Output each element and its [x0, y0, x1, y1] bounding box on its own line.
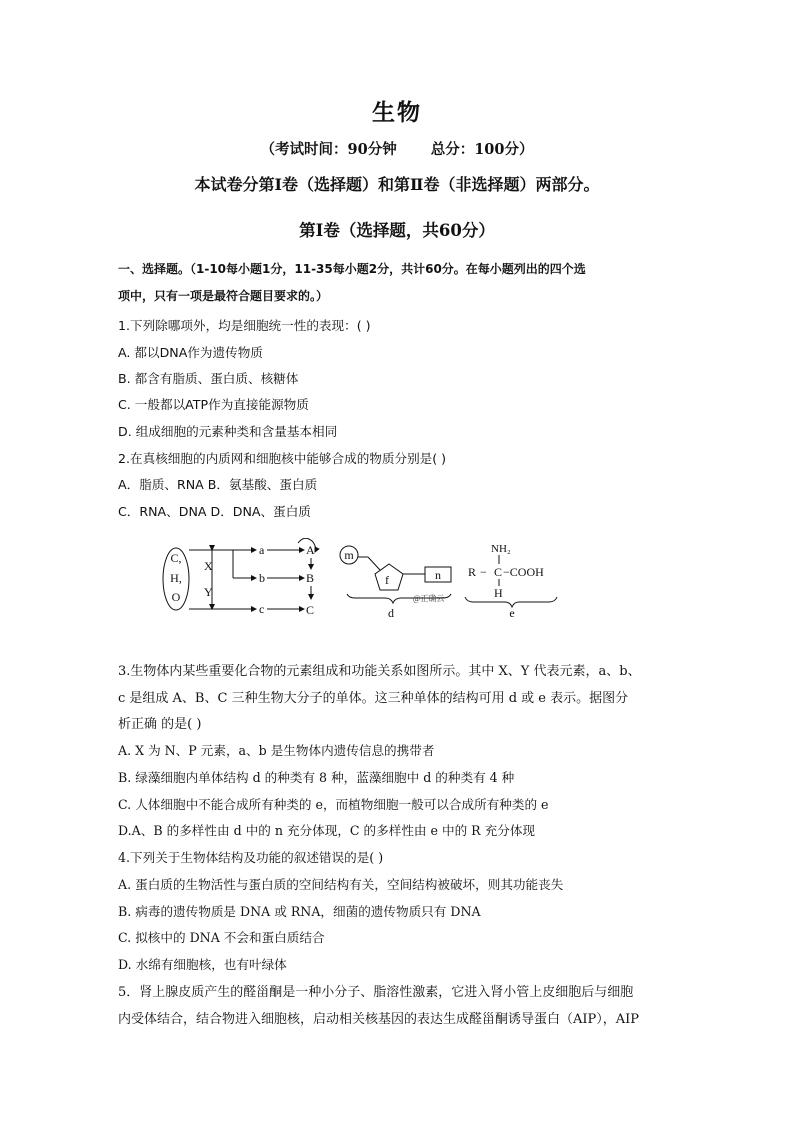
compound-diagram [155, 538, 565, 620]
q1-option-d: D. 组成细胞的元素种类和含量基本相同 [118, 424, 338, 439]
q4-option-c: C. 拟核中的 DNA 不会和蛋白质结合 [118, 930, 325, 945]
h-label: H [494, 586, 503, 600]
q3-option-a: A. X 为 N、P 元素，a、b 是生物体内遗传信息的携带者 [118, 743, 435, 758]
q2-options-cd: C．RNA、DNA D．DNA、蛋白质 [118, 504, 311, 519]
q2-options-ab: A．脂质、RNA B．氨基酸、蛋白质 [118, 477, 318, 492]
alpha-c-label: C [494, 565, 503, 579]
macromolecule-a-label: A [306, 543, 315, 557]
q1-option-b: B. 都含有脂质、蛋白质、核糖体 [118, 371, 299, 386]
q4-option-a: A. 蛋白质的生物活性与蛋白质的空间结构有关，空间结构被破坏，则其功能丧失 [118, 877, 564, 892]
element-h-label: H, [170, 571, 182, 585]
cooh-label: −COOH [503, 565, 544, 579]
q3-stem-line3: 析正确 的是( ) [118, 717, 202, 732]
section-heading-line2: 项中，只有一项是最符合题目要求的。） [118, 289, 329, 303]
q3-option-d: D.A、B 的多样性由 d 中的 n 充分体现，C 的多样性由 e 中的 R 充分体现 [118, 823, 536, 838]
q4-option-b: B. 病毒的遗传物质是 DNA 或 RNA，细菌的遗传物质只有 DNA [118, 904, 481, 919]
monomer-c-label: c [259, 602, 265, 616]
watermark: @正确云 [413, 594, 445, 603]
monomer-a-label: a [259, 543, 265, 557]
q3-option-b: B. 绿藻细胞内单体结构 d 的种类有 8 种，蓝藻细胞中 d 的种类有 4 种 [118, 770, 515, 785]
element-c-label: C, [170, 551, 182, 565]
q1-option-a: A. 都以DNA作为遗传物质 [118, 345, 263, 360]
q3-option-c: C. 人体细胞中不能合成所有种类的 e，而植物细胞一般可以合成所有种类的 e [118, 797, 549, 812]
q3-stem-line1: 3.生物体内某些重要化合物的元素组成和功能关系如图所示。其中 X、Y 代表元素，a、b、 [118, 664, 641, 679]
m-label: m [344, 548, 354, 562]
q5-stem-line2: 内受体结合，结合物进入细胞核，启动相关核基因的表达生成醛甾酮诱导蛋白（AIP），AIP [118, 1012, 640, 1027]
macromolecule-c-label: C [306, 603, 315, 617]
q4-stem: 4.下列关于生物体结构及功能的叙述错误的是( ) [118, 850, 384, 865]
q5-stem-line1: 5．肾上腺皮质产生的醛甾酮是一种小分子、脂溶性激素，它进入肾小管上皮细胞后与细胞 [118, 985, 634, 1000]
d-label: d [388, 606, 394, 620]
f-label: f [385, 573, 389, 587]
q1-stem: 1.下列除哪项外，均是细胞统一性的表现：( ) [118, 318, 371, 333]
q3-stem-line2: c 是组成 A、B、C 三种生物大分子的单体。这三种单体的结构可用 d 或 e 表示。据图分 [118, 691, 629, 706]
macromolecule-b-label: B [306, 571, 315, 585]
q4-option-d: D. 水绵有细胞核，也有叶绿体 [118, 957, 287, 972]
nh2-label: NH₂ [491, 543, 511, 555]
x-label: X [204, 559, 213, 573]
dash-label: − [480, 565, 487, 579]
monomer-b-label: b [259, 571, 265, 585]
e-label: e [509, 606, 515, 620]
n-label: n [435, 568, 441, 582]
q2-stem: 2.在真核细胞的内质网和细胞核中能够合成的物质分别是( ) [118, 451, 447, 466]
element-o-label: O [171, 590, 181, 604]
exam-time: （考试时间：90分钟 [260, 141, 397, 158]
pentose-pentagon [375, 564, 403, 590]
r-label: R [468, 565, 477, 579]
y-label: Y [204, 585, 213, 599]
part1-title: 第Ⅰ卷（选择题，共60分） [299, 221, 495, 240]
exam-info [0, 138, 794, 159]
page-title: 生物 [372, 99, 422, 126]
total-score: 总分：100分） [430, 141, 534, 158]
q1-option-c: C. 一般都以ATP作为直接能源物质 [118, 397, 309, 412]
exam-intro: 本试卷分第Ⅰ卷（选择题）和第Ⅱ卷（非选择题）两部分。 [194, 175, 600, 194]
section-heading-line1: 一、选择题。（1-10每小题1分，11-35每小题2分，共计60分。在每小题列出的四个选 [118, 262, 586, 276]
